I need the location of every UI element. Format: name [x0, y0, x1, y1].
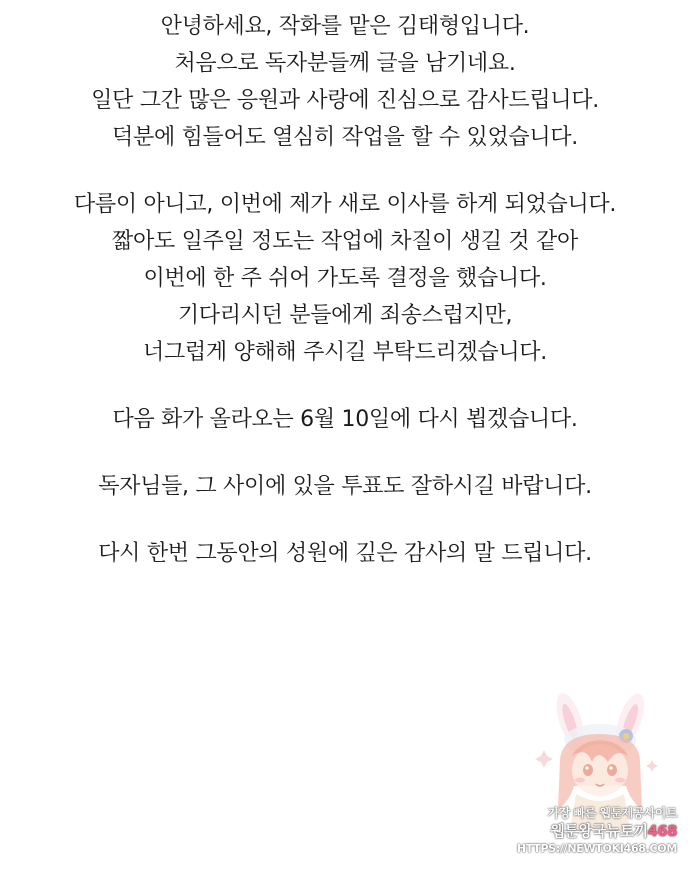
site-watermark — [510, 690, 685, 875]
notice-line: 일단 그간 많은 응원과 사랑에 진심으로 감사드립니다. — [91, 88, 599, 113]
notice-line: 처음으로 독자분들께 글을 남기네요. — [174, 51, 516, 76]
paragraph-spacer — [0, 505, 690, 535]
paragraph-spacer — [0, 156, 690, 186]
notice-paragraph-vote — [0, 468, 690, 505]
notice-line: 다시 한번 그동안의 성원에 깊은 감사의 말 드립니다. — [98, 541, 592, 566]
notice-line: 독자님들, 그 사이에 있을 투표도 잘하시길 바랍니다. — [98, 474, 592, 499]
paragraph-spacer — [0, 438, 690, 468]
notice-paragraph-return-date — [0, 401, 690, 438]
notice-paragraph-thanks — [0, 535, 690, 572]
watermark-site-name — [550, 820, 677, 841]
notice-paragraph-greeting — [0, 8, 690, 156]
watermark-site-number: 468 — [647, 822, 677, 840]
notice-line: 기다리시던 분들에게 죄송스럽지만, — [177, 303, 513, 328]
notice-paragraph-break-announcement — [0, 186, 690, 371]
notice-line: 안녕하세요, 작화를 맡은 김태형입니다. — [160, 14, 530, 39]
author-notice-text — [0, 8, 690, 572]
notice-line: 다름이 아니고, 이번에 제가 새로 이사를 하게 되었습니다. — [73, 192, 617, 217]
watermark-url: HTTPS://NEWTOKI468.COM — [516, 842, 677, 855]
watermark-tagline: 가장 빠른 웹툰제공사이트 — [547, 806, 677, 820]
notice-line: 다음 화가 올라오는 6월 10일에 다시 뵙겠습니다. — [112, 407, 578, 432]
watermark-site-name-text: 웹툰왕국뉴토끼 — [550, 822, 648, 840]
notice-line: 짧아도 일주일 정도는 작업에 차질이 생길 것 같아 — [112, 229, 578, 254]
notice-line: 이번에 한 주 쉬어 가도록 결정을 했습니다. — [143, 266, 547, 291]
notice-line: 너그럽게 양해해 주시길 부탁드리겠습니다. — [143, 340, 547, 365]
notice-line: 덕분에 힘들어도 열심히 작업을 할 수 있었습니다. — [112, 125, 578, 150]
paragraph-spacer — [0, 371, 690, 401]
